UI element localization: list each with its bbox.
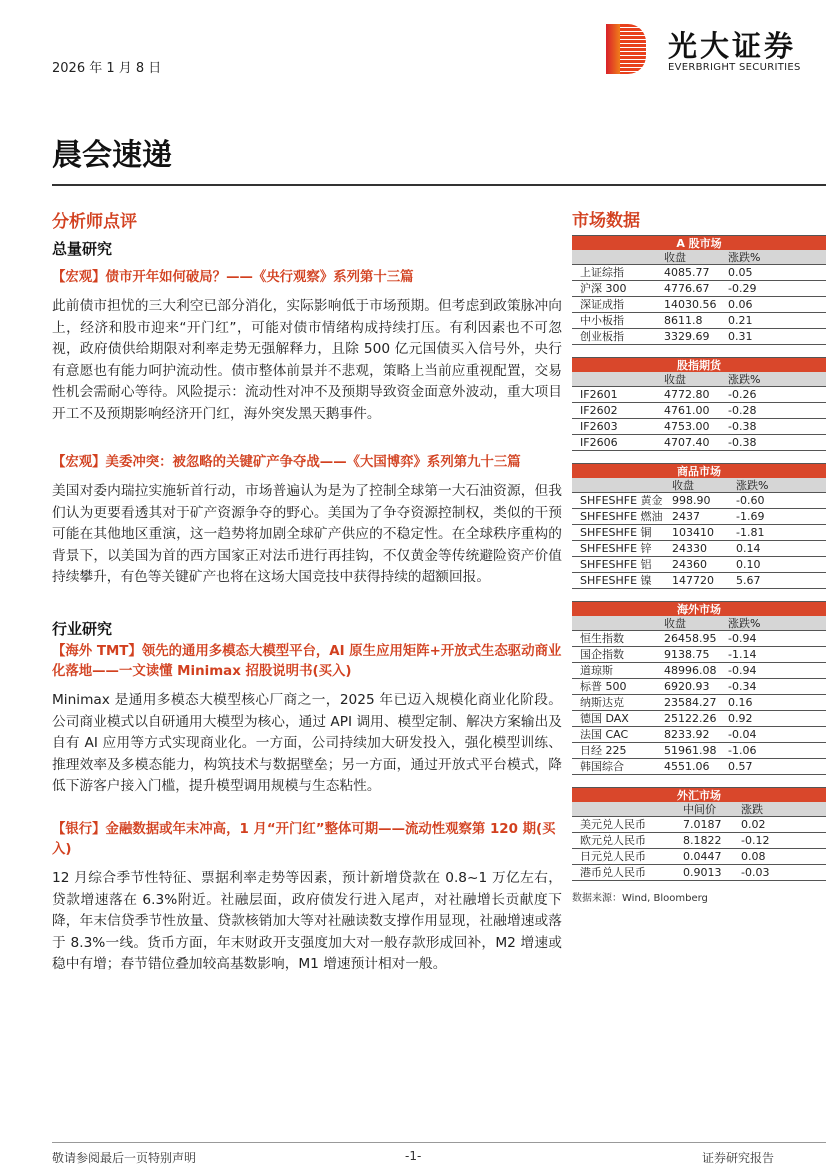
market-table (572, 463, 826, 589)
table-cell: SHFESHFE 锌 (580, 542, 652, 555)
table-cell: 4707.40 (664, 436, 710, 449)
everbright-logo (606, 24, 806, 74)
table-cell: 0.02 (741, 818, 766, 831)
table-cell: 0.0447 (683, 850, 722, 863)
table-row (572, 297, 826, 313)
table-row (572, 833, 826, 849)
table-row (572, 329, 826, 345)
table-title: 商品市场 (572, 463, 826, 478)
table-row (572, 493, 826, 509)
market-data-title: 市场数据 (572, 211, 640, 231)
table-row (572, 557, 826, 573)
table-row (572, 541, 826, 557)
table-cell: 8611.8 (664, 314, 703, 327)
table-cell: -1.06 (728, 744, 757, 757)
table-cell: IF2602 (580, 404, 618, 417)
column-header: 涨跌% (736, 479, 769, 492)
table-cell: 创业板指 (580, 330, 624, 343)
table-cell: 4776.67 (664, 282, 710, 295)
table-cell: -0.12 (741, 834, 770, 847)
table-cell: 0.31 (728, 330, 753, 343)
table-cell: 美元兑人民币 (580, 818, 646, 831)
table-cell: 沪深 300 (580, 282, 627, 295)
table-row (572, 679, 826, 695)
table-cell: 4551.06 (664, 760, 710, 773)
footer-divider (52, 1142, 826, 1143)
table-cell: -0.94 (728, 664, 757, 677)
logo-mark-icon (606, 24, 646, 74)
table-cell: 998.90 (672, 494, 711, 507)
table-cell: 法国 CAC (580, 728, 629, 741)
page-number: -1- (405, 1149, 422, 1163)
table-cell: 3329.69 (664, 330, 710, 343)
table-cell: 0.9013 (683, 866, 722, 879)
table-cell: 标普 500 (580, 680, 627, 693)
table-cell: 8.1822 (683, 834, 722, 847)
table-cell: 9138.75 (664, 648, 710, 661)
table-cell: 14030.56 (664, 298, 717, 311)
article-body: 12 月综合季节性特征、票据利率走势等因素，预计新增贷款在 0.8~1 万亿左右，贷款增速落在 6.3%附近。社融层面，政府债发行进入尾声，对社融增长贡献度下降，年末信贷季节性放量、贷款核销加大等对社融读数支撑作用显现，社融增速或落于 8.3%一线。货币方面，年末财政开支强度加大对一般存款形成回补，M2 增速或稳中有增；春节错位叠加较高基数影响，M1 增速预计相对一般。 (52, 870, 562, 973)
article-title[interactable]: 【宏观】债市开年如何破局？——《央行观察》系列第十三篇 (52, 270, 414, 285)
table-title: 海外市场 (572, 601, 826, 616)
table-row (572, 727, 826, 743)
table-cell: -0.03 (741, 866, 770, 879)
table-row (572, 849, 826, 865)
table-cell: 港币兑人民币 (580, 866, 646, 879)
table-cell: 0.05 (728, 266, 753, 279)
table-row (572, 865, 826, 881)
table-cell: -0.38 (728, 420, 757, 433)
column-header: 涨跌% (728, 373, 761, 386)
market-data-panel (572, 206, 826, 904)
table-row (572, 711, 826, 727)
table-cell: -0.28 (728, 404, 757, 417)
page-title: 晨会速递 (52, 138, 172, 173)
table-row (572, 387, 826, 403)
footer-report-type: 证券研究报告 (701, 1151, 774, 1165)
data-source: 数据来源：Wind, Bloomberg (572, 893, 708, 904)
table-cell: 23584.27 (664, 696, 717, 709)
column-header: 收盘 (664, 373, 686, 386)
article-body: Minimax 是通用多模态大模型核心厂商之一，2025 年已迈入规模化商业化阶段。公司商业模式以自研通用大模型为核心，通过 API 调用、模型定制、解决方案输出及自有 AI 应用等方式实现商业化。一方面，公司持续加大研发投入，强化模型训练、推理效率及多模态能力，构筑技术与数据壁垒；另一方面，通过开放式平台模式，降低下游客户接入门槛，提升模型调用规模与生态粘性。 (52, 692, 562, 795)
market-table (572, 601, 826, 775)
table-cell: -0.38 (728, 436, 757, 449)
table-header-row (572, 372, 826, 387)
footer-disclaimer: 敬请参阅最后一页特别声明 (52, 1151, 197, 1165)
table-cell: 51961.98 (664, 744, 717, 757)
table-row (572, 663, 826, 679)
logo-en: EVERBRIGHT SECURITIES (668, 62, 801, 73)
table-cell: 道琼斯 (580, 664, 613, 677)
table-cell: 5.67 (736, 574, 761, 587)
table-row (572, 647, 826, 663)
table-row (572, 631, 826, 647)
table-cell: -0.94 (728, 632, 757, 645)
group-macro-research: 总量研究 (52, 240, 113, 258)
table-cell: 日元兑人民币 (580, 850, 646, 863)
table-cell: 4753.00 (664, 420, 710, 433)
table-title: 外汇市场 (572, 787, 826, 802)
article (52, 453, 562, 589)
table-cell: -0.29 (728, 282, 757, 295)
table-row (572, 509, 826, 525)
table-header-row (572, 478, 826, 493)
table-cell: 0.16 (728, 696, 753, 709)
column-header: 涨跌 (741, 803, 763, 816)
table-header-row (572, 616, 826, 631)
table-cell: 中小板指 (580, 314, 624, 327)
table-cell: SHFESHFE 铝 (580, 558, 652, 571)
column-header: 中间价 (683, 803, 716, 816)
table-row (572, 403, 826, 419)
article-title[interactable]: 【海外 TMT】领先的通用多模态大模型平台，AI 原生应用矩阵+开放式生态驱动商业化落地——一文读懂 Minimax 招股说明书(买入) (52, 644, 562, 679)
table-cell: 2437 (672, 510, 700, 523)
table-row (572, 419, 826, 435)
table-cell: 7.0187 (683, 818, 722, 831)
table-row (572, 695, 826, 711)
table-row (572, 573, 826, 589)
table-cell: -0.34 (728, 680, 757, 693)
table-cell: 24360 (672, 558, 707, 571)
table-cell: 6920.93 (664, 680, 710, 693)
group-industry-research: 行业研究 (52, 620, 113, 638)
table-cell: 25122.26 (664, 712, 717, 725)
table-cell: 4085.77 (664, 266, 710, 279)
table-cell: 韩国综合 (580, 760, 624, 773)
article-title[interactable]: 【宏观】美委冲突：被忽略的关键矿产争夺战——《大国博弈》系列第九十三篇 (52, 455, 521, 470)
table-cell: -1.69 (736, 510, 765, 523)
column-header: 涨跌% (728, 617, 761, 630)
article (52, 642, 562, 798)
logo-cn: 光大证券 (668, 29, 797, 63)
column-header: 收盘 (664, 617, 686, 630)
table-cell: 8233.92 (664, 728, 710, 741)
table-title: 股指期货 (572, 357, 826, 372)
article-title[interactable]: 【银行】金融数据或年末冲高，1 月“开门红”整体可期——流动性观察第 120 期(买入) (52, 822, 556, 857)
table-cell: 上证综指 (580, 266, 624, 279)
table-cell: 0.06 (728, 298, 753, 311)
table-row (572, 435, 826, 451)
table-cell: 0.10 (736, 558, 761, 571)
table-cell: SHFESHFE 黄金 (580, 494, 663, 507)
table-row (572, 281, 826, 297)
table-row (572, 525, 826, 541)
article-body: 美国对委内瑞拉实施斩首行动，市场普遍认为是为了控制全球第一大石油资源，但我们认为更要看透其对于矿产资源争夺的野心。美国为了争夺资源控制权，类似的干预可能在其他地区重演，这一趋势将加剧全球矿产供应的不稳定性。在全球秩序重构的背景下，以美国为首的西方国家正对法币进行再挂钩，不仅黄金等传统避险资产价值持续攀升，有色等关键矿产也将在这场大国竞技中获得持续的超额回报。 (52, 483, 562, 586)
table-cell: 欧元兑人民币 (580, 834, 646, 847)
table-cell: 深证成指 (580, 298, 624, 311)
table-cell: 24330 (672, 542, 707, 555)
table-row (572, 817, 826, 833)
table-header-row (572, 250, 826, 265)
table-cell: 48996.08 (664, 664, 717, 677)
column-header: 收盘 (672, 479, 694, 492)
article-body: 此前债市担忧的三大利空已部分消化，实际影响低于市场预期。但考虑到政策脉冲向上，经济和股市迎来“开门红”，可能对债市情绪构成持续打压。有利因素也不可忽视，政府债供给期限对利率走势无强解释力，且除 500 亿元国债买入信号外，央行有意愿也有能力呵护流动性。债市整体前景并不悲观，策略上当前应重视配置，交易性机会需耐心等待。风险提示：流动性对冲不及预期导致资金面意外波动，重大项目开工不及预期影响经济开门红，海外突发黑天鹅事件。 (52, 298, 562, 422)
table-cell: 日经 225 (580, 744, 627, 757)
market-table (572, 357, 826, 451)
table-cell: 26458.95 (664, 632, 717, 645)
table-row (572, 759, 826, 775)
table-header-row (572, 802, 826, 817)
table-cell: IF2603 (580, 420, 618, 433)
table-cell: 0.92 (728, 712, 753, 725)
article (52, 820, 562, 976)
divider (52, 184, 826, 186)
report-date: 2026 年 1 月 8 日 (52, 61, 162, 76)
table-row (572, 743, 826, 759)
table-cell: SHFESHFE 燃油 (580, 510, 663, 523)
table-row (572, 265, 826, 281)
table-cell: SHFESHFE 镍 (580, 574, 652, 587)
article (52, 268, 562, 426)
table-cell: IF2606 (580, 436, 618, 449)
table-cell: 0.57 (728, 760, 753, 773)
table-cell: -1.81 (736, 526, 765, 539)
market-table (572, 787, 826, 881)
table-cell: 0.21 (728, 314, 753, 327)
section-analyst-review: 分析师点评 (52, 212, 137, 232)
table-cell: -0.04 (728, 728, 757, 741)
table-cell: -0.26 (728, 388, 757, 401)
table-cell: 0.14 (736, 542, 761, 555)
table-cell: -0.60 (736, 494, 765, 507)
table-cell: 德国 DAX (580, 712, 629, 725)
table-title: A 股市场 (572, 235, 826, 250)
market-table (572, 235, 826, 345)
table-cell: 103410 (672, 526, 714, 539)
table-cell: IF2601 (580, 388, 618, 401)
table-cell: 0.08 (741, 850, 766, 863)
column-header: 涨跌% (728, 251, 761, 264)
column-header: 收盘 (664, 251, 686, 264)
table-cell: 恒生指数 (580, 632, 624, 645)
table-cell: 4761.00 (664, 404, 710, 417)
table-cell: 147720 (672, 574, 714, 587)
table-cell: 国企指数 (580, 648, 624, 661)
table-cell: 4772.80 (664, 388, 710, 401)
table-cell: -1.14 (728, 648, 757, 661)
table-cell: SHFESHFE 铜 (580, 526, 652, 539)
table-row (572, 313, 826, 329)
table-cell: 纳斯达克 (580, 696, 624, 709)
